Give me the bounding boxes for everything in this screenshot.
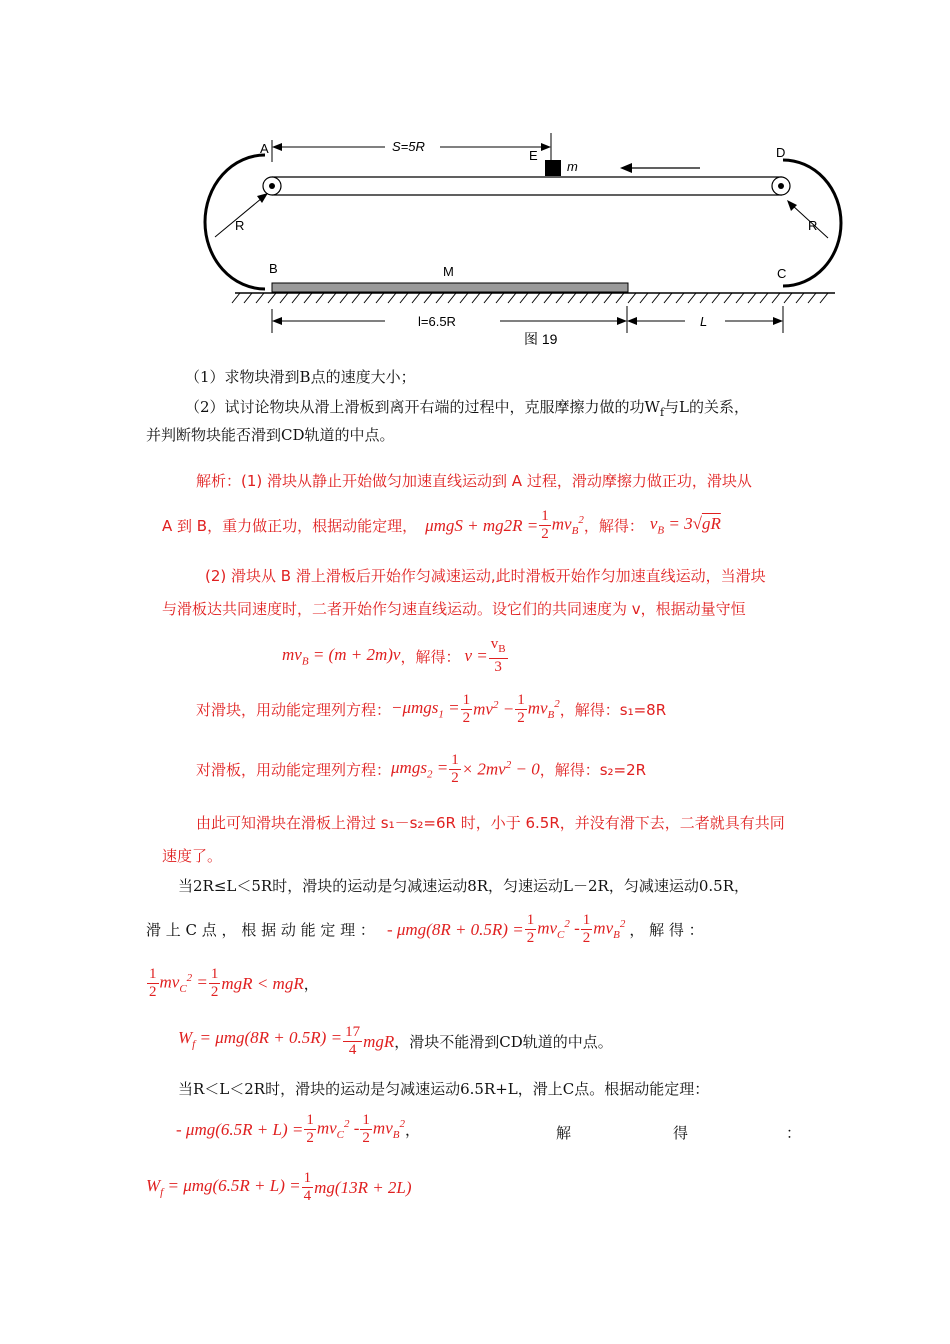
- solution-p2-line2: 与滑板达共同速度时，二者开始作匀速直线运动。设它们的共同速度为 v，根据动量守恒: [162, 600, 746, 618]
- question-2: （2）试讨论物块从滑上滑板到离开右端的过程中，克服摩擦力做的功$W_f$与L的关系，: [185, 398, 750, 419]
- case1-line2: 滑 上 C 点 ， 根 据 动 能 定 理 ： - μmg(8R + 0.5R) = $\frac{1}{2}$ $mv_C^2$ - $\frac{1}{2}$ $mv_B^2$ ， 解 得 ：: [146, 912, 704, 946]
- label-R-right: R: [808, 218, 818, 233]
- block-energy-equation: 对滑块，用动能定理列方程： −μmgs$_1$ = $\frac{1}{2}$ $mv^2$ − $\frac{1}{2}$ $mv_B^2$ ，解得：s₁=8R: [196, 692, 667, 726]
- solution-p1-line2: A 到 B，重力做正功，根据动能定理， μmgS + mg2R = $\frac{1}{2}$ $mv_B^2$ ，解得： $v_B = 3√gR$: [162, 508, 721, 542]
- case2-de: 得: [673, 1124, 689, 1142]
- block-m: [545, 160, 561, 176]
- case2-line1: 当R＜L＜2R时，滑块的运动是匀减速运动6.5R+L，滑上C点。根据动能定理：: [178, 1080, 710, 1098]
- case2-work-result: $W_f = \mu mg(6.5R + L)$ = $\frac{1}{4}$ mg(13R + 2L): [146, 1170, 412, 1204]
- case2-jie: 解: [556, 1124, 572, 1142]
- case2-energy-equation: - μmg(6.5R + L) = $\frac{1}{2}$ $mv_C^2$ - $\frac{1}{2}$ $mv_B^2$ ，: [176, 1112, 420, 1146]
- question-2-cont: 并判断物块能否滑到CD轨道的中点。: [146, 426, 395, 444]
- label-m: m: [567, 159, 578, 174]
- label-S: S=5R: [392, 139, 425, 154]
- label-C: C: [777, 266, 787, 281]
- label-R-left: R: [235, 218, 245, 233]
- label-D: D: [776, 145, 786, 160]
- label-L: L: [700, 314, 708, 329]
- case1-work-result: $W_f = \mu mg(8R + 0.5R)$ = $\frac{17}{4}$ mgR ，滑块不能滑到CD轨道的中点。: [178, 1024, 613, 1058]
- label-E: E: [529, 148, 538, 163]
- label-A: A: [260, 141, 269, 156]
- label-M: M: [443, 264, 454, 279]
- case1-kinetic-result: $\frac{1}{2}$ $mv_C^2$ = $\frac{1}{2}$ mgR < mgR ，: [149, 966, 319, 1000]
- momentum-equation: $mv_B = (m + 2m)v$ ，解得： v = $\frac{v_B}{3}$: [282, 636, 506, 675]
- arrow-left-icon: [620, 163, 632, 173]
- solution-p1-line1: 解析：(1) 滑块从静止开始做匀加速直线运动到 A 过程，滑动摩擦力做正功，滑块从: [196, 472, 752, 490]
- case1-line1: 当2R≤L＜5R时，滑块的运动是匀减速运动8R，匀速运动L－2R，匀减速运动0.5R，: [178, 877, 749, 895]
- case2-colon: ：: [786, 1124, 802, 1142]
- solution-p2-line1: (2) 滑块从 B 滑上滑板后开始作匀减速运动,此时滑板开始作匀加速直线运动，当滑块: [205, 567, 766, 585]
- figure-19: [0, 0, 950, 360]
- label-B: B: [269, 261, 278, 276]
- conclusion-line1: 由此可知滑块在滑板上滑过 s₁－s₂=6R 时，小于 6.5R，并没有滑下去，二者就具有共同: [196, 814, 785, 832]
- question-1: （1）求物块滑到B点的速度大小；: [185, 368, 416, 386]
- figure-caption: 图 19: [524, 331, 558, 347]
- label-l: l=6.5R: [418, 314, 456, 329]
- board-energy-equation: 对滑板，用动能定理列方程： μmgs$_2$ = $\frac{1}{2}$ × $2mv^2 - 0$ ，解得：s₂=2R: [196, 752, 647, 786]
- conclusion-line2: 速度了。: [162, 847, 223, 865]
- board-M: [272, 283, 628, 292]
